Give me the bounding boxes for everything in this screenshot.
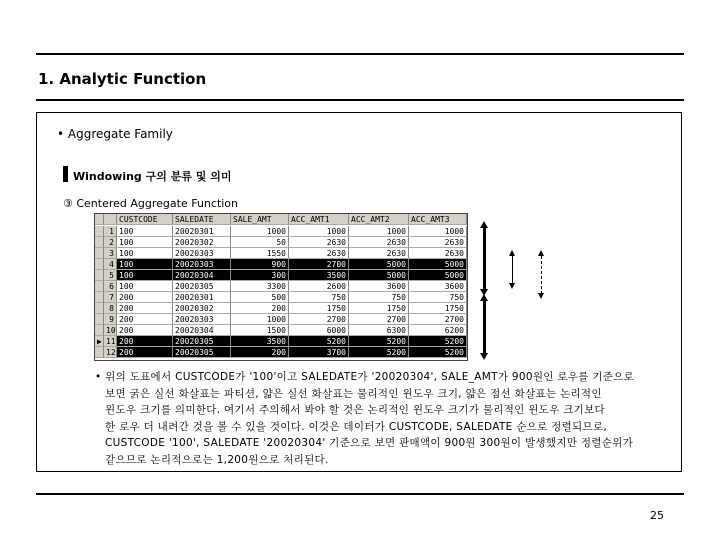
table-cell: 1750	[289, 303, 349, 314]
table-cell: 6200	[409, 325, 467, 336]
grid-header-row	[95, 214, 467, 225]
row-selector	[95, 347, 104, 358]
partition-arrow-2-head-down	[480, 353, 488, 360]
row-number: 7	[104, 292, 117, 303]
row-number: 4	[104, 259, 117, 270]
table-row	[95, 226, 467, 237]
row-selector	[95, 292, 104, 303]
table-row	[95, 314, 467, 325]
table-cell: 1000	[289, 226, 349, 237]
table-cell: 3600	[349, 281, 409, 292]
table-row	[95, 248, 467, 259]
content-box	[36, 112, 682, 472]
page-title: 1. Analytic Function	[38, 70, 207, 88]
table-cell: 5200	[409, 336, 467, 347]
column-header: SALE_AMT	[231, 214, 289, 225]
description-line: • 위의 도표에서 CUSTCODE가 '100'이고 SALEDATE가 '20020304', SALE_AMT가 900원인 로우를 기준으로	[95, 371, 635, 383]
table-cell: 200	[231, 347, 289, 358]
table-row	[95, 259, 467, 270]
table-cell: 6000	[289, 325, 349, 336]
table-row	[95, 336, 467, 347]
table-cell: 200	[117, 303, 173, 314]
table-cell: 1750	[349, 303, 409, 314]
table-row	[95, 292, 467, 303]
table-cell: 3300	[231, 281, 289, 292]
table-row	[95, 237, 467, 248]
description	[95, 369, 685, 468]
row-number: 5	[104, 270, 117, 281]
table-cell: 2630	[409, 248, 467, 259]
logical-window-arrow-head-up	[538, 250, 544, 256]
table-cell: 750	[349, 292, 409, 303]
table-cell: 200	[117, 314, 173, 325]
table-cell: 20020303	[173, 259, 231, 270]
description-line: 같으므로 논리적으로는 1,200원으로 처리된다.	[105, 453, 329, 466]
section-marker-bar	[63, 166, 68, 182]
row-number: 8	[104, 303, 117, 314]
column-header: ACC_AMT1	[289, 214, 349, 225]
table-cell: 20020303	[173, 314, 231, 325]
description-line: 윈도우 크기를 의미한다. 여기서 주의해서 봐야 할 것은 논리적인 윈도우 크기가 물리적인 윈도우 크기보다	[105, 404, 605, 416]
physical-window-arrow-head-up	[509, 250, 515, 256]
table-cell: 200	[117, 347, 173, 358]
row-selector	[95, 303, 104, 314]
physical-window-arrow-line	[512, 256, 513, 284]
partition-arrow-1-head-up	[480, 221, 488, 228]
table-cell: 3600	[409, 281, 467, 292]
table-cell: 1000	[349, 226, 409, 237]
table-cell: 100	[117, 259, 173, 270]
footer-rule	[36, 493, 684, 495]
table-cell: 1500	[231, 325, 289, 336]
row-number: 1	[104, 226, 117, 237]
table-cell: 50	[231, 237, 289, 248]
table-cell: 750	[289, 292, 349, 303]
table-cell: 1550	[231, 248, 289, 259]
table-cell: 3700	[289, 347, 349, 358]
row-selector	[95, 237, 104, 248]
table-cell: 20020305	[173, 347, 231, 358]
description-line: 보면 굵은 실선 화살표는 파티션, 얇은 실선 화살표는 물리적인 윈도우 크기, 얇은 점선 화살표는 논리적인	[105, 387, 602, 400]
row-selector	[95, 281, 104, 292]
table-cell: 2700	[289, 259, 349, 270]
table-cell: 5200	[349, 336, 409, 347]
logical-window-arrow-head-down	[538, 293, 544, 299]
table-cell: 20020304	[173, 325, 231, 336]
section-title: Windowing 구의 분류 및 의미	[73, 170, 232, 183]
table-row	[95, 325, 467, 336]
description-line: CUSTCODE '100', SALEDATE '20020304' 기준으로 보면 판매액이 900원 300원이 발생했지만 정렬순위가	[105, 437, 634, 449]
table-cell: 1000	[409, 226, 467, 237]
row-selector	[95, 325, 104, 336]
title-underline	[36, 99, 684, 101]
row-number: 2	[104, 237, 117, 248]
physical-window-arrow-head-down	[509, 283, 515, 289]
table-cell: 20020302	[173, 303, 231, 314]
table-cell: 2630	[289, 237, 349, 248]
column-header: ACC_AMT3	[409, 214, 467, 225]
column-header: ACC_AMT2	[349, 214, 409, 225]
row-number: 12	[106, 348, 116, 357]
table-cell: 2630	[349, 248, 409, 259]
table-cell: 20020303	[173, 248, 231, 259]
table-cell: 300	[231, 270, 289, 281]
table-cell: 20020304	[173, 270, 231, 281]
table-cell: 5000	[409, 259, 467, 270]
table-cell: 5000	[349, 259, 409, 270]
table-cell: 20020302	[173, 237, 231, 248]
table-cell: 100	[117, 248, 173, 259]
table-cell: 500	[231, 292, 289, 303]
row-selector	[95, 270, 104, 281]
sub-heading: ③ Centered Aggregate Function	[63, 197, 239, 210]
row-number: 6	[104, 281, 117, 292]
table-cell: 1750	[409, 303, 467, 314]
table-cell: 5000	[409, 270, 467, 281]
table-row	[95, 303, 467, 314]
table-cell: 3500	[231, 336, 289, 347]
table-cell: 2600	[289, 281, 349, 292]
bullet-heading: • Aggregate Family	[57, 127, 173, 141]
result-grid	[94, 213, 468, 361]
table-cell: 200	[117, 325, 173, 336]
table-cell: 20020305	[173, 336, 231, 347]
table-cell: 5200	[289, 336, 349, 347]
row-selector	[95, 259, 104, 270]
row-selector	[95, 226, 104, 237]
row-number: 9	[104, 314, 117, 325]
table-cell: 5000	[349, 270, 409, 281]
table-cell: 20020301	[173, 226, 231, 237]
row-selector	[95, 248, 104, 259]
partition-arrow-1-line	[483, 227, 486, 289]
table-cell: 3500	[289, 270, 349, 281]
row-selector-header	[95, 214, 104, 225]
description-line: 한 로우 더 내려간 것을 볼 수 있을 것이다. 이것은 데이터가 CUSTCODE, SALEDATE 순으로 정렬되므로,	[105, 420, 608, 433]
table-cell: 200	[231, 303, 289, 314]
table-cell: 100	[117, 270, 173, 281]
table-row	[95, 270, 467, 281]
table-row	[95, 347, 467, 358]
row-selector: ▶	[95, 336, 104, 347]
table-cell: 5200	[349, 347, 409, 358]
row-number: 3	[104, 248, 117, 259]
table-cell: 100	[117, 237, 173, 248]
column-header: CUSTCODE	[117, 214, 173, 225]
table-cell: 750	[409, 292, 467, 303]
table-cell: 900	[231, 259, 289, 270]
page-number: 25	[650, 509, 664, 522]
table-cell: 100	[117, 226, 173, 237]
table-cell: 5200	[409, 347, 467, 358]
row-number-header	[104, 214, 117, 225]
table-cell: 1000	[231, 226, 289, 237]
table-cell: 6300	[349, 325, 409, 336]
table-cell: 2700	[409, 314, 467, 325]
partition-arrow-2-head-up	[480, 294, 488, 301]
table-cell: 1000	[231, 314, 289, 325]
table-cell: 200	[117, 336, 173, 347]
table-row	[95, 281, 467, 292]
table-cell: 2630	[289, 248, 349, 259]
table-cell: 2700	[349, 314, 409, 325]
row-selector	[95, 314, 104, 325]
partition-arrow-2-line	[483, 300, 486, 356]
table-cell: 20020305	[173, 281, 231, 292]
table-cell: 200	[117, 292, 173, 303]
logical-window-arrow-line	[541, 256, 542, 294]
row-number: 10	[106, 326, 116, 335]
table-cell: 20020301	[173, 292, 231, 303]
table-cell: 2700	[289, 314, 349, 325]
table-cell: 100	[117, 281, 173, 292]
top-rule	[36, 53, 684, 55]
row-number: 11	[106, 337, 116, 346]
table-cell: 2630	[409, 237, 467, 248]
table-cell: 2630	[349, 237, 409, 248]
column-header: SALEDATE	[173, 214, 231, 225]
